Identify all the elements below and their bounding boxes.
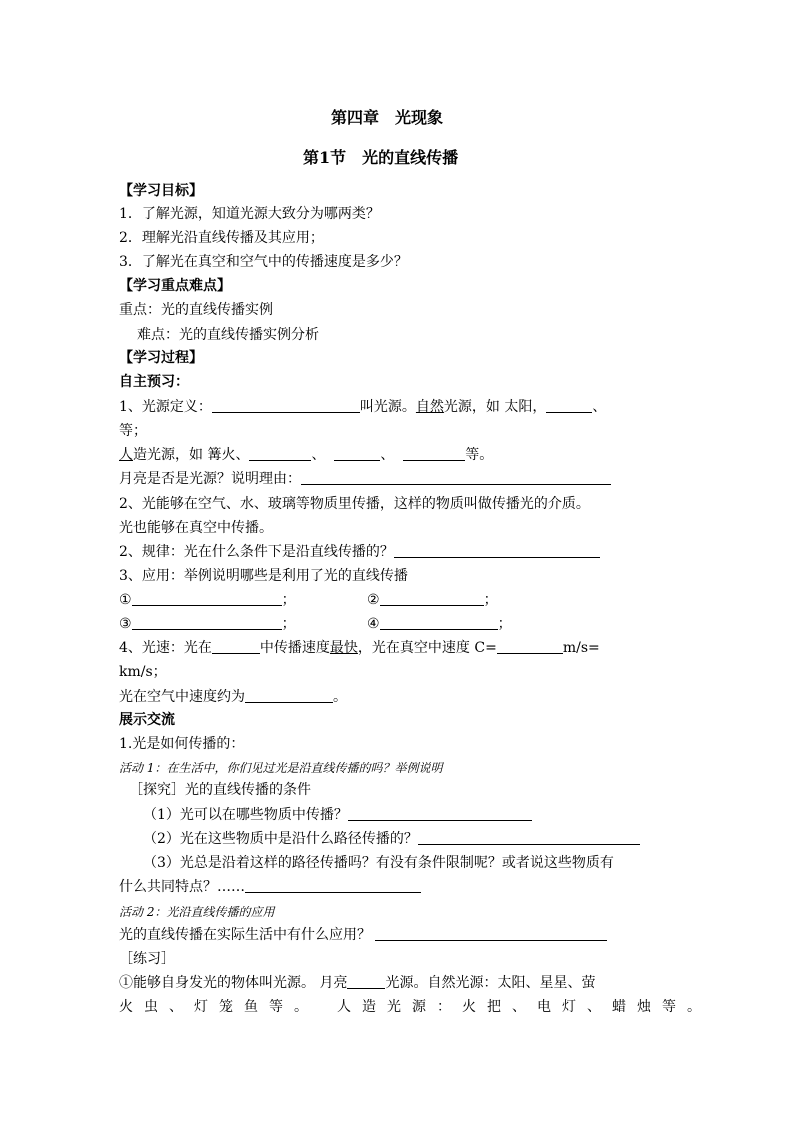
circle-number-2: ② [367, 592, 380, 608]
explore-heading: ［探究］光的直线传播的条件 [129, 782, 311, 798]
answer-blank[interactable] [375, 925, 607, 941]
question-rule [119, 542, 600, 562]
speed-vacuum: ，光在真空中速度 C= [357, 640, 497, 656]
application-row-1 [119, 590, 296, 610]
goals-heading: 【学习目标】 [119, 183, 203, 199]
explore-sub3b [119, 877, 421, 897]
explore-sub3: （3）光总是沿着这样的路径传播吗？有没有条件限制呢？或者说这些物质有 [143, 855, 614, 871]
moon-question-text: 月亮是否是光源？说明理由： [119, 471, 301, 487]
key-points-heading: 【学习重点难点】 [119, 278, 231, 294]
q1-after-natural: 光源，如 太阳， [443, 399, 547, 415]
goal-item-1: 1．了解光源，知道光源大致分为哪两类？ [119, 206, 380, 222]
application-row-4 [367, 614, 512, 634]
exchange-q1: 1.光是如何传播的： [119, 736, 245, 752]
speed-mid: 中传播速度 [259, 640, 330, 656]
self-study-heading: 自主预习： [119, 374, 189, 390]
answer-blank[interactable] [249, 445, 311, 461]
section-title: 第1节 光的直线传播 [303, 148, 459, 167]
question-application: 3、应用：举例说明哪些是利用了光的直线传播 [119, 568, 408, 584]
air-speed-text: 光在空气中速度约为 [119, 689, 245, 705]
answer-blank[interactable] [334, 445, 380, 461]
q1-end: 、 [592, 399, 607, 415]
question-artificial-source [119, 445, 493, 465]
q1-mid: 叫光源。 [359, 399, 416, 415]
goal-item-3: 3．了解光在真空和空气中的传播速度是多少？ [119, 254, 408, 270]
answer-blank[interactable] [497, 638, 563, 654]
answer-blank[interactable] [380, 614, 498, 630]
sub1-text: （1）光可以在哪些物质中传播？ [143, 807, 348, 823]
application-row-3 [119, 614, 296, 634]
answer-blank[interactable] [380, 590, 484, 606]
sub2-text: （2）光在这些物质中是沿什么路径传播的？ [143, 831, 418, 847]
circle-number-4: ④ [367, 616, 380, 632]
answer-blank[interactable] [403, 445, 465, 461]
answer-blank[interactable] [394, 542, 600, 558]
medium-line2: 光也能够在真空中传播。 [119, 520, 273, 536]
answer-blank[interactable] [546, 397, 592, 413]
apply-question-text: 光的直线传播在实际生活中有什么应用？ [119, 927, 371, 943]
answer-blank[interactable] [301, 469, 611, 485]
q1-line2: 等； [119, 423, 147, 439]
application-row-2 [367, 590, 498, 610]
artificial-rest: 造光源，如 篝火、 [133, 447, 250, 463]
question-moon [119, 469, 611, 489]
q1-prefix: 1、光源定义： [119, 399, 212, 415]
sub3b-text: 什么共同特点？…… [119, 879, 245, 895]
chapter-title: 第四章 光现象 [331, 108, 444, 127]
question-light-source-definition [119, 397, 606, 417]
medium-line1: 2、光能够在空气、水、玻璃等物质里传播，这样的物质叫做传播光的介质。 [119, 496, 590, 512]
focus-point: 重点：光的直线传播实例 [119, 302, 273, 318]
answer-blank[interactable] [348, 805, 532, 821]
activity-1: 活动 1：在生活中，你们见过光是沿直线传播的吗？举例说明 [119, 761, 443, 775]
answer-blank[interactable] [132, 590, 282, 606]
answer-blank[interactable] [212, 397, 360, 413]
answer-blank[interactable] [347, 973, 385, 989]
circle-number-3: ③ [119, 616, 132, 632]
separator: 、 [380, 447, 395, 463]
rule-question-text: 2、规律：光在什么条件下是沿直线传播的？ [119, 544, 394, 560]
speed-prefix: 4、光速：光在 [119, 640, 212, 656]
question-light-speed [119, 638, 600, 658]
answer-blank[interactable] [212, 638, 260, 654]
apply-question [119, 925, 607, 945]
semicolon: ； [281, 616, 296, 632]
goal-item-2: 2．理解光沿直线传播及其应用； [119, 230, 324, 246]
semicolon: ； [497, 616, 512, 632]
practice-heading: ［练习］ [119, 951, 175, 967]
answer-blank[interactable] [245, 687, 333, 703]
activity-2: 活动 2：光沿直线传播的应用 [119, 905, 275, 919]
exercise-1-line2: 火虫、灯笼鱼等。 人造光源：火把、电灯、蜡烛等。 [119, 999, 712, 1015]
exercise-1 [119, 973, 595, 993]
exercise1-part-b: 光源。自然光源：太阳、星星、萤 [385, 975, 596, 991]
semicolon: ； [483, 592, 498, 608]
answer-blank[interactable] [132, 614, 282, 630]
question-air-speed [119, 687, 347, 707]
process-heading: 【学习过程】 [119, 350, 203, 366]
difficulty-point: 难点：光的直线传播实例分析 [137, 327, 319, 343]
exchange-heading: 展示交流 [119, 712, 175, 728]
explore-sub1 [143, 805, 532, 825]
answer-blank[interactable] [418, 829, 640, 845]
fastest-word: 最快 [329, 640, 358, 656]
explore-sub2 [143, 829, 640, 849]
etc: 等。 [465, 447, 494, 463]
artificial-word: 人 [119, 447, 133, 463]
separator: 、 [311, 447, 326, 463]
unit-kms: km/s； [119, 664, 167, 680]
circle-number-1: ① [119, 592, 132, 608]
answer-blank[interactable] [245, 877, 421, 893]
exercise1-part-a: ①能够自身发光的物体叫光源。 月亮 [119, 975, 348, 991]
semicolon: ； [281, 592, 296, 608]
period: 。 [333, 689, 347, 705]
unit-ms: m/s= [562, 640, 600, 656]
natural-word: 自然 [415, 399, 444, 415]
